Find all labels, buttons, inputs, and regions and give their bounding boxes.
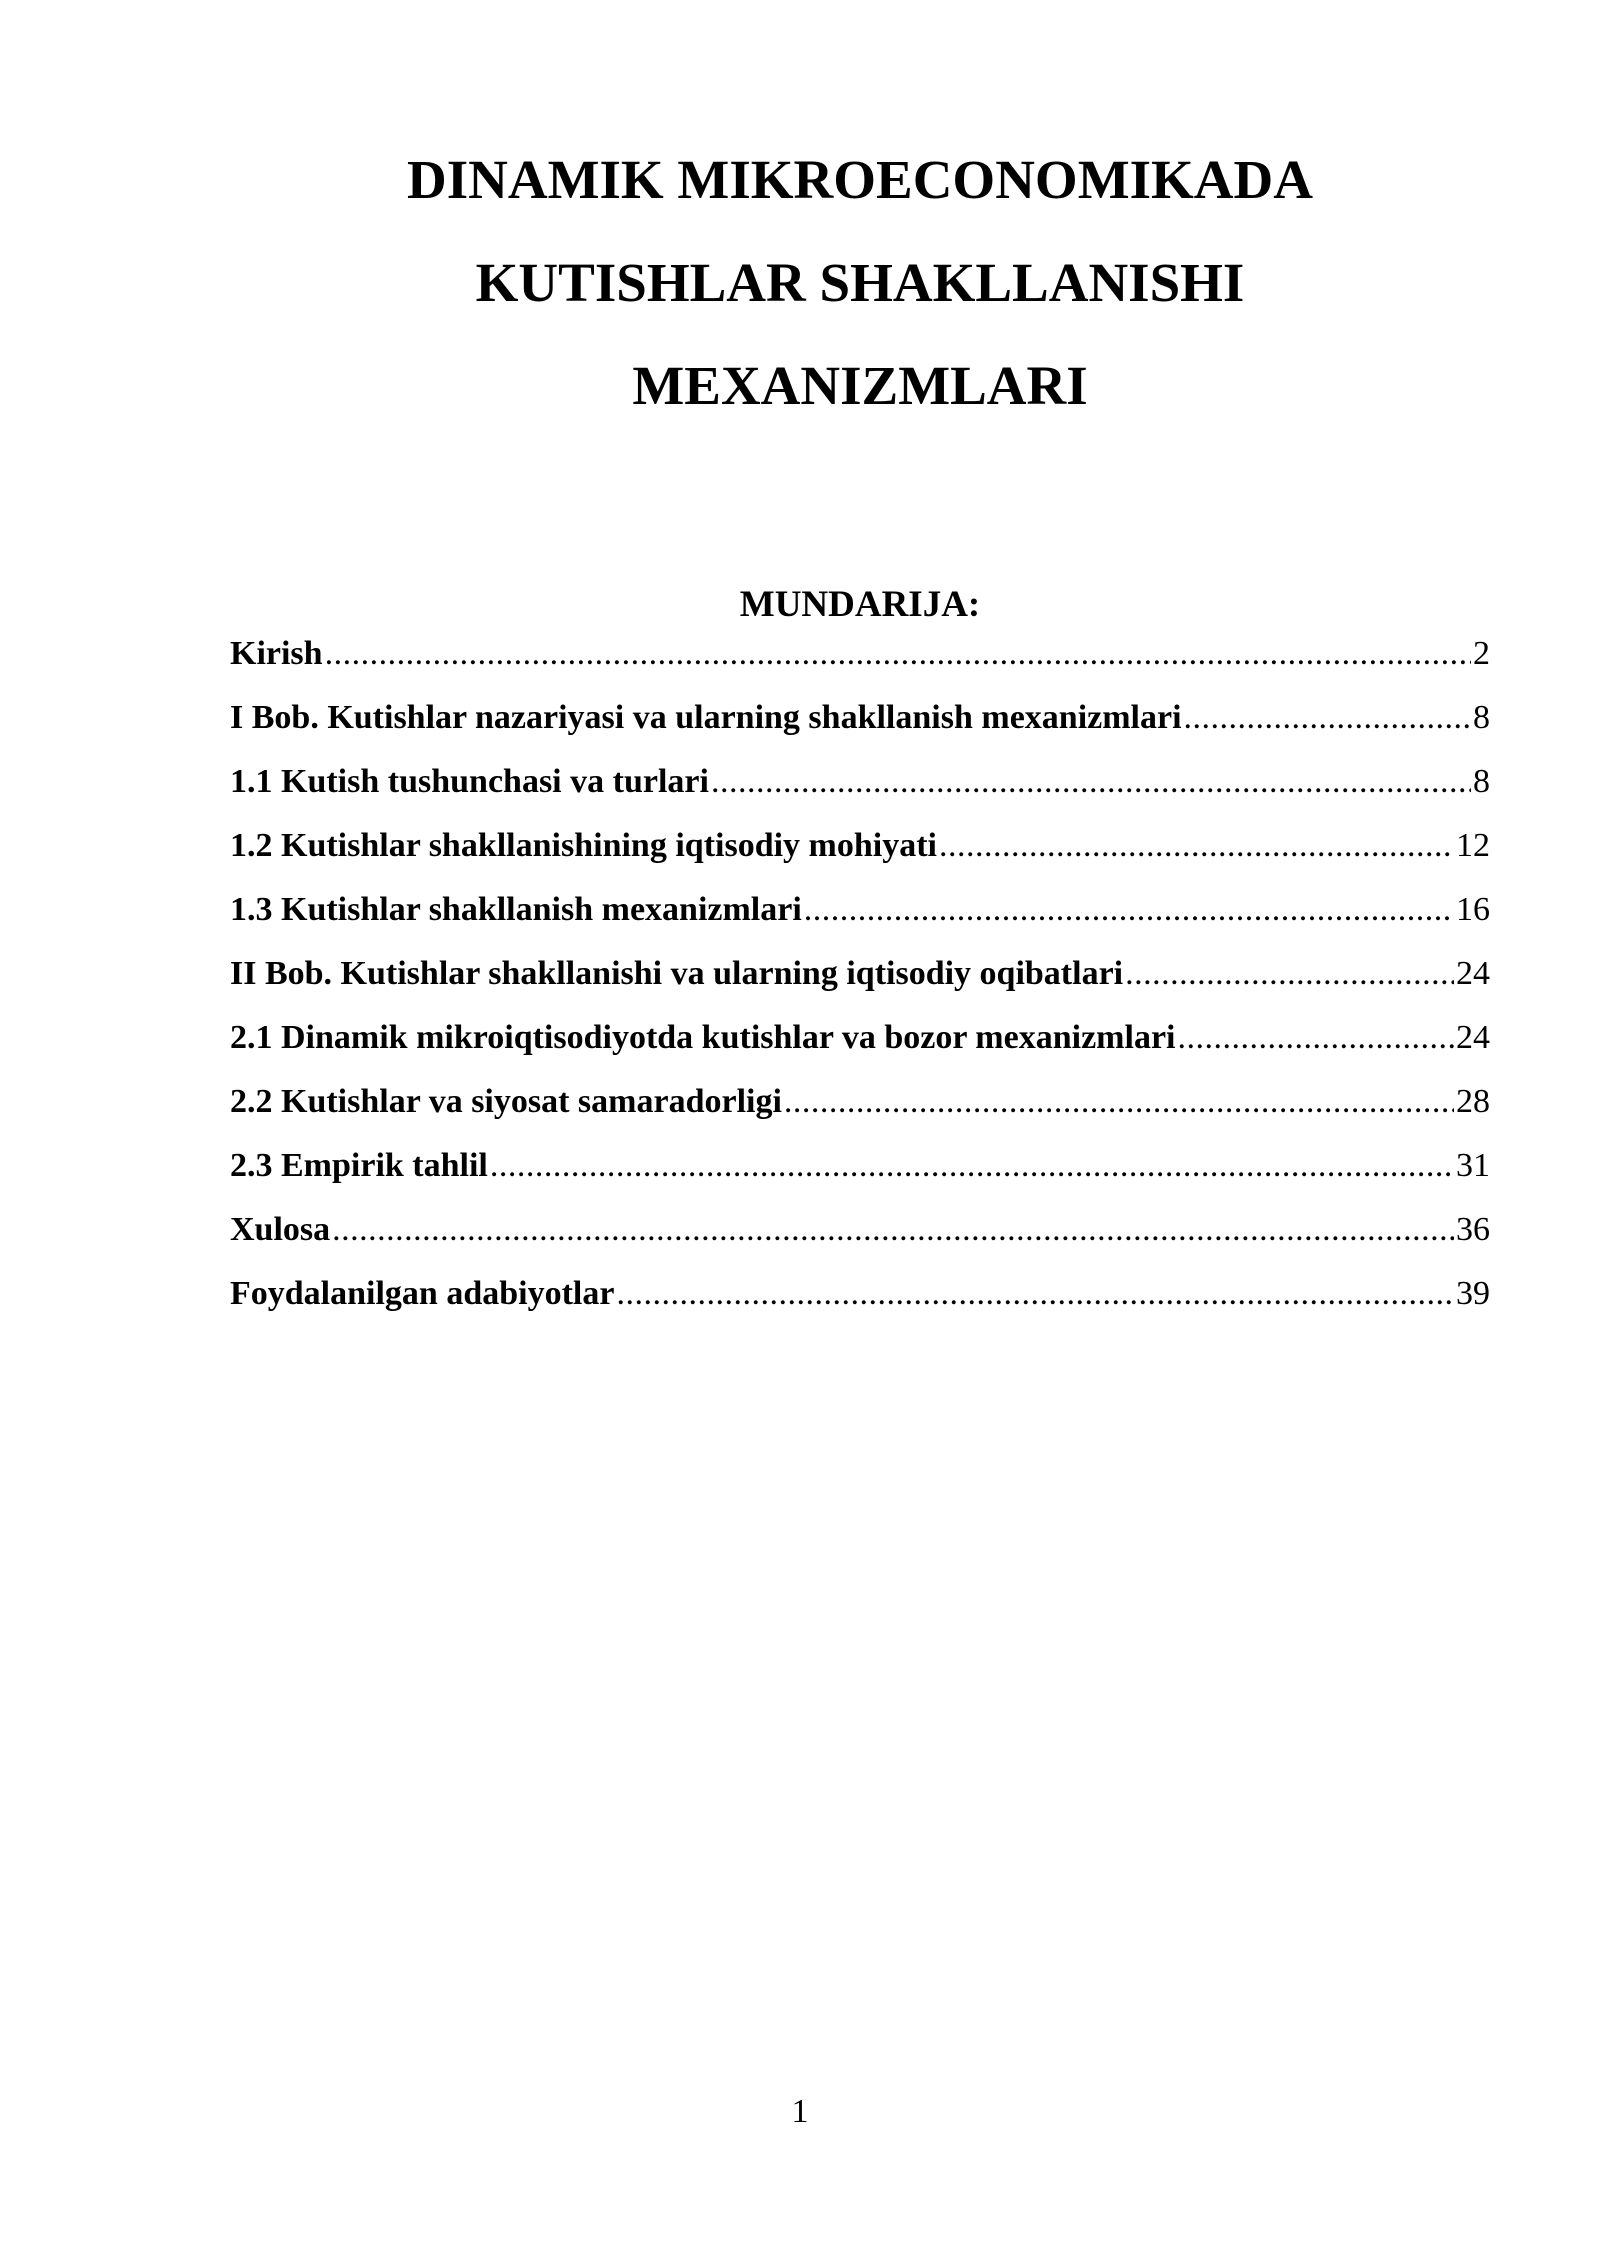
toc-dot-leader [939, 824, 1454, 868]
title-line: DINAMIK MIKROECONOMIKADA [407, 149, 1313, 210]
toc-entry-page: 28 [1456, 1083, 1490, 1120]
toc-dot-leader [711, 760, 1471, 804]
toc-entry-label: 1.1 Kutish tushunchasi va turlari [230, 763, 709, 800]
toc-dot-leader [1184, 696, 1471, 740]
toc-entry-section-2-2[interactable] [230, 1080, 1490, 1144]
toc-entry-page: 12 [1456, 827, 1490, 864]
toc-entry-page: 8 [1473, 763, 1490, 800]
toc-entry-page: 31 [1456, 1147, 1490, 1184]
toc-entry-label: I Bob. Kutishlar nazariyasi va ularning shakllanish mexanizmlari [230, 699, 1182, 736]
toc-entry-label: 2.2 Kutishlar va siyosat samaradorligi [230, 1083, 782, 1120]
toc-entry-page: 24 [1456, 955, 1490, 992]
toc-entry-label: II Bob. Kutishlar shakllanishi va ularning iqtisodiy oqibatlari [230, 955, 1124, 992]
toc-entry-label: 1.3 Kutishlar shakllanish mexanizmlari [230, 891, 802, 928]
toc-entry-label: 2.3 Empirik tahlil [230, 1147, 488, 1184]
toc-dot-leader [490, 1144, 1454, 1188]
toc-entry-label: Foydalanilgan adabiyotlar [230, 1275, 615, 1312]
title-line: KUTISHLAR SHAKLLANISHI [475, 252, 1245, 313]
toc-entry-page: 16 [1456, 891, 1490, 928]
toc-entry-section-2-3[interactable] [230, 1144, 1490, 1208]
toc-entry-label: 1.2 Kutishlar shakllanishining iqtisodiy mohiyati [230, 827, 937, 864]
toc-entry-page: 39 [1456, 1275, 1490, 1312]
table-of-contents [230, 632, 1490, 1336]
toc-dot-leader [804, 888, 1454, 932]
toc-dot-leader [784, 1080, 1454, 1124]
toc-entry-chapter-2[interactable] [230, 952, 1490, 1016]
toc-entry-section-1-1[interactable] [230, 760, 1490, 824]
toc-entry-chapter-1[interactable] [230, 696, 1490, 760]
toc-entry-section-1-2[interactable] [230, 824, 1490, 888]
toc-dot-leader [616, 1272, 1454, 1316]
toc-entry-xulosa[interactable] [230, 1208, 1490, 1272]
toc-entry-label: Kirish [230, 635, 323, 672]
toc-entry-section-2-1[interactable] [230, 1016, 1490, 1080]
toc-heading: MUNDARIJA: [739, 584, 981, 625]
title-line: MEXANIZMLARI [632, 355, 1088, 416]
toc-entry-page: 36 [1456, 1211, 1490, 1248]
toc-entry-section-1-3[interactable] [230, 888, 1490, 952]
toc-entry-label: 2.1 Dinamik mikroiqtisodiyotda kutishlar va bozor mexanizmlari [230, 1019, 1176, 1056]
toc-dot-leader [1125, 952, 1454, 996]
toc-entry-page: 24 [1456, 1019, 1490, 1056]
toc-entry-kirish[interactable] [230, 632, 1490, 696]
toc-entry-page: 2 [1473, 635, 1490, 672]
toc-entry-page: 8 [1473, 699, 1490, 736]
document-title [230, 150, 1490, 459]
page-number: 1 [791, 2093, 809, 2130]
toc-dot-leader [332, 1208, 1454, 1252]
toc-entry-label: Xulosa [230, 1211, 331, 1248]
toc-dot-leader [325, 632, 1471, 676]
toc-dot-leader [1177, 1016, 1454, 1060]
toc-entry-references[interactable] [230, 1272, 1490, 1336]
